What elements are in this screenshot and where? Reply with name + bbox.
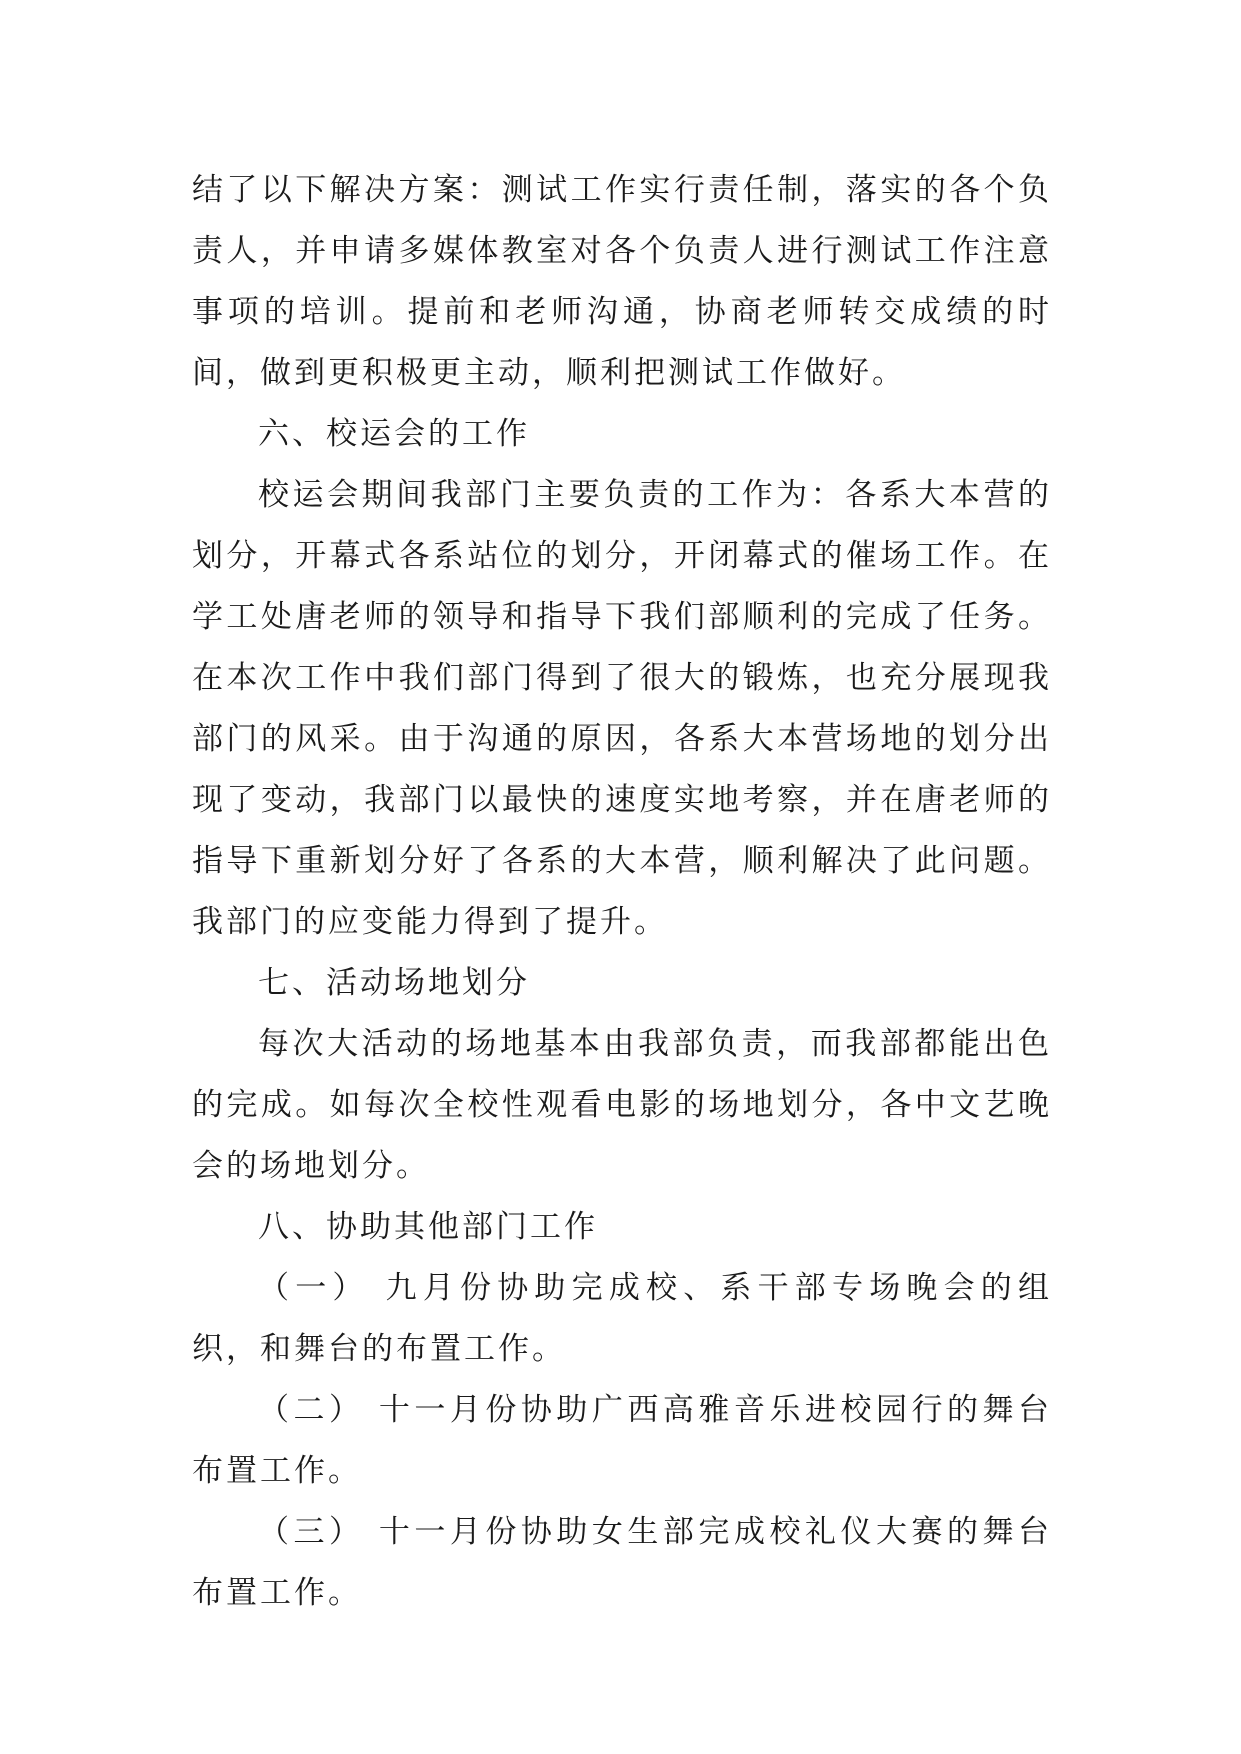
list-item: （二） 十一月份协助广西高雅音乐进校园行的舞台布置工作。: [192, 1392, 1052, 1489]
section-heading-6: 六、校运会的工作: [258, 416, 530, 452]
body-paragraph: 每次大活动的场地基本由我部负责，而我部都能出色的完成。如每次全校性观看电影的场地划分，各中文艺晚会的场地划分。: [192, 1026, 1052, 1184]
body-paragraph: 校运会期间我部门主要负责的工作为：各系大本营的划分，开幕式各系站位的划分，开闭幕式的催场工作。在学工处唐老师的领导和指导下我们部顺利的完成了任务。在本次工作中我们部门得到了很大的锻炼，也充分展现我部门的风采。由于沟通的原因，各系大本营场地的划分出现了变动，我部门以最快的速度实地考察，并在唐老师的指导下重新划分好了各系的大本营，顺利解决了此问题。我部门的应变能力得到了提升。: [192, 477, 1052, 940]
section-heading-7: 七、活动场地划分: [258, 965, 530, 1001]
list-item: （三） 十一月份协助女生部完成校礼仪大赛的舞台布置工作。: [192, 1514, 1052, 1611]
body-paragraph: 结了以下解决方案：测试工作实行责任制，落实的各个负责人，并申请多媒体教室对各个负责人进行测试工作注意事项的培训。提前和老师沟通，协商老师转交成绩的时间，做到更积极更主动，顺利把测试工作做好。: [192, 172, 1052, 391]
list-item: （一） 九月份协助完成校、系干部专场晚会的组织，和舞台的布置工作。: [192, 1270, 1052, 1367]
document-body: [192, 160, 1052, 1624]
section-heading-8: 八、协助其他部门工作: [258, 1209, 598, 1245]
